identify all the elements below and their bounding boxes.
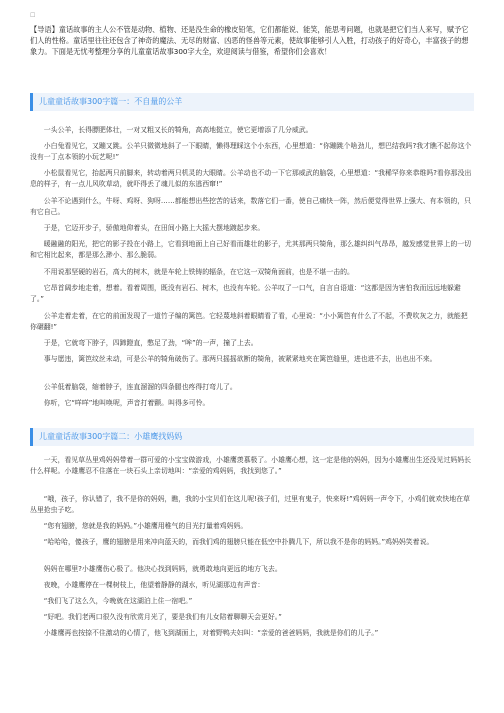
story-paragraph: 公羊不论遇到什么，牛呀、鸡呀、狗呀……都能想出些挖苦的话来，数落它们一番，使自己痛快一阵，然后便觉得世界上强大、有本领的，只有它自己。	[30, 197, 472, 216]
story-paragraph: 公羊低着脑袋，缩着脖子，连直溜溜的四条腿也疼得打弯儿了。	[43, 383, 237, 391]
story-paragraph: 你听，它“咩咩”地叫唤呢，声音打着颤。叫得多可怜。	[43, 399, 210, 407]
story-paragraph: “好吧。我们老两口很久没有欣赏月光了，要是我们有儿女陪着聊聊天会更好。”	[43, 613, 282, 621]
section-title-2: 儿童童话故事300字篇二：小雄鹰找妈妈	[30, 428, 474, 446]
story-paragraph: 于是，它就弯下脖子，四蹄蹬直，憋足了劲，“哞”的一声，撞了上去。	[43, 339, 258, 347]
story-paragraph: 小雄鹰再也按捺不住激动的心情了，他飞到湖面上，对着野鸭夫妇叫：“亲爱的爸爸妈妈，我就是你们的儿子。”	[43, 629, 379, 637]
intro-paragraph: 【导语】童话故事的主人公不管是动物、植物、还是没生命的橡皮铅笔，它们都能说、能笑，能思考问题，也就是把它们当人来写，赋予它们人的性格。童话里往往还包含了神奇的魔法、无尽的财富、凶恶的怪兽等元素，使故事能够引人入胜，打动孩子的好奇心，丰富孩子的想象力。下面是无忧考整理分享的儿童童话故事300字大全，欢迎阅读与借鉴，希望你们会喜欢！	[30, 25, 469, 57]
story-paragraph: 小松鼠看见它，抬起两只前脚来，转动着两只机灵的大眼睛。公羊动也不动一下它那威武的脑袋，心里想道：“我稀罕你来恭维吗?看你那没出息的样子，有一点儿风吹草动，就吓得丢了魂儿似的东逃西窜!”	[30, 169, 472, 188]
story-paragraph: 事与愿违，篱笆纹丝未动，可是公羊的犄角破伤了。那两只摇摇欲断的犄角，被紧紧地夹在篱笆缝里，进也进不去，出也出不来。	[43, 355, 437, 363]
story-paragraph: “您有翅膀，您就是我的妈妈。”小雄鹰用稚气的目光打量着鸡妈妈。	[43, 522, 248, 530]
story-paragraph: 夜晚，小雄鹰停在一棵树枝上，他望着静静的湖水，听见湖那边有声音：	[43, 581, 265, 589]
story-paragraph: 它昂首阔步地走着，想着。看着周围，既没有岩石、树木，也没有车轮。公羊叹了一口气，自言自语道：“这都是因为害怕我而远远地躲避了。”	[30, 284, 461, 303]
story-paragraph: 公羊走着走着，在它的前面发现了一道竹子编的篱笆。它轻蔑地斜着眼睛看了看，心里说：“小小篱笆有什么了不起，不费吹灰之力，就能把你碾翻!”	[30, 312, 468, 331]
document-icon: ☐	[30, 12, 36, 19]
story-paragraph: 一天，看见草丛里鸡妈妈带着一群可爱的小宝宝做游戏，小雄鹰羡慕极了。小雄鹰心想，这一定是他的妈妈，因为小雄鹰出生还没见过妈妈长什么样呢。小雄鹰忍不住落在一块石头上亲切地叫：“亲爱的鸡妈妈，我找到您了。”	[30, 456, 472, 475]
story-paragraph: 小白兔看见它，又蹦又跳。公羊只微微地斜了一下眼睛，懒得理睬这个小东西，心里想道：“你蹦跳个啥劲儿，想巴结我吗?我才瞧不起你这个没有一丁点本领的小玩艺呢!”	[30, 142, 472, 161]
story-paragraph: 暖融融的阳光，把它的影子投在小路上，它看到地面上自己好看而雄壮的影子，尤其那两只犄角，那么雄纠纠气昂昂，越发感觉世界上的一切和它相比起来，都是那么渺小、那么脆弱。	[30, 240, 472, 259]
story-paragraph: 妈妈在哪里?小雄鹰伤心极了。他决心找到妈妈，就勇敢地向更远的地方飞去。	[43, 565, 282, 573]
story-paragraph: “哈哈哈，傻孩子，鹰的翅膀是用来冲向蓝天的，而我们鸡的翅膀只能在低空中扑腾几下，所以我不是你的妈妈。”鸡妈妈笑着说。	[43, 538, 434, 546]
story-paragraph: “我们飞了这么久，今晚就在这湖泊上住一宿吧。”	[43, 597, 193, 605]
story-paragraph: “哦，孩子，你认错了，我不是你的妈妈，瞧，我的小宝贝们在这儿呢!孩子们，过里有鬼子，快来呀!”鸡妈妈一声令下，小鸡们就欢快地在草丛里抢虫子吃。	[30, 495, 470, 514]
story-paragraph: 不用说那坚硬的岩石，高大的树木，就是车轮上铁铸的辐条，在它这一双犄角面前，也是不堪一击的。	[43, 268, 354, 276]
story-paragraph: 于是，它迈开步子，骄傲地仰着头，在田间小路上大摇大摆地踱起步来。	[43, 224, 265, 232]
story-paragraph: 一头公羊，长得膘肥体壮，一对又粗又长的犄角，高高地挺立，使它更增添了几分威武。	[43, 126, 313, 134]
section-title-1: 儿童童话故事300字篇一：不自量的公羊	[30, 93, 474, 111]
